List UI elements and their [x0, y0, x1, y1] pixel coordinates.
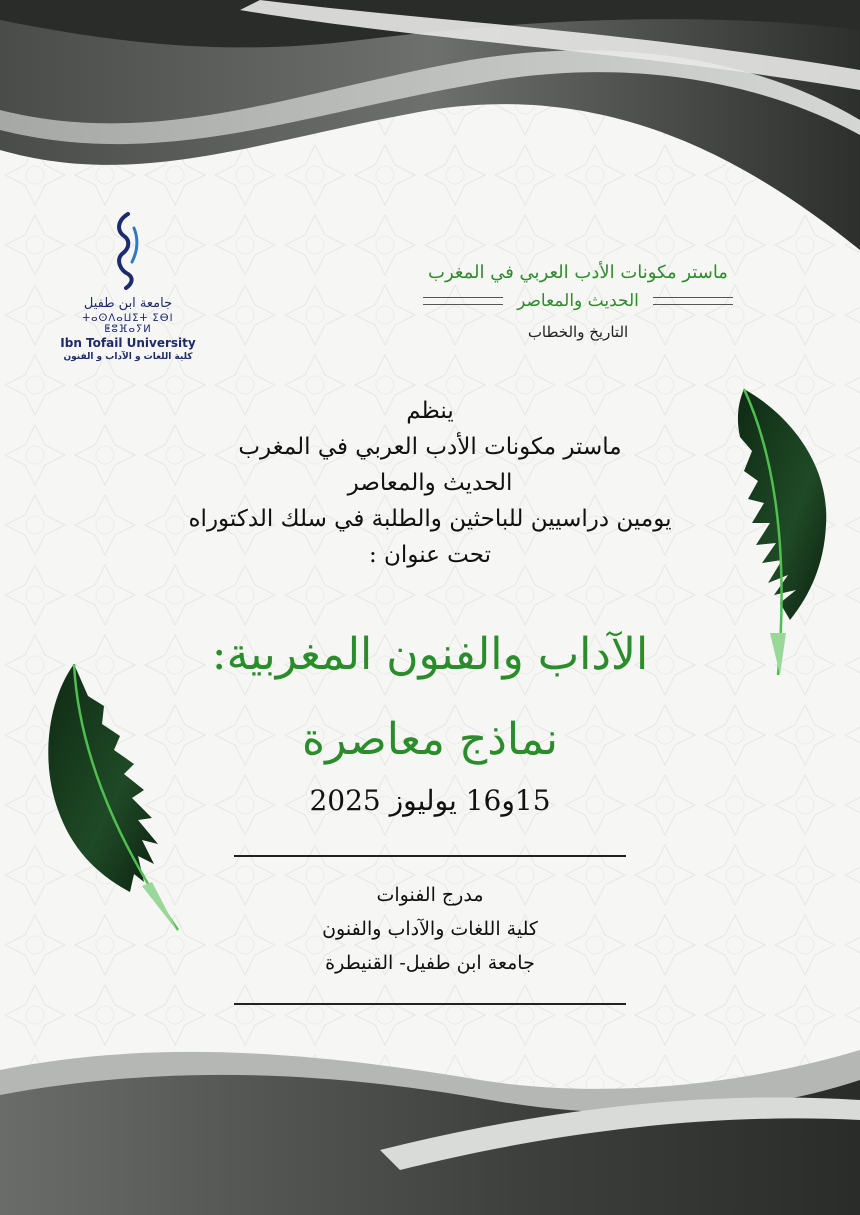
master-title: ماستر مكونات الأدب العربي في المغرب [428, 262, 728, 283]
master-track: التاريخ والخطاب [527, 323, 629, 341]
announcement-text [100, 393, 760, 573]
master-subtitle: الحديث والمعاصر [517, 291, 639, 311]
event-title-line1: الآداب والفنون المغربية: [211, 629, 649, 680]
organizer-modern: الحديث والمعاصر [347, 470, 513, 496]
venue-block [240, 878, 620, 980]
double-line-divider [423, 297, 503, 305]
logo-english-name: Ibn Tofail University [60, 336, 196, 350]
calligraphy-emblem-icon [108, 210, 148, 290]
bottom-wave-decoration [0, 1040, 860, 1215]
university-logo [58, 210, 198, 362]
logo-arabic-name: جامعة ابن طفيل [83, 296, 173, 311]
organizer-master: ماستر مكونات الأدب العربي في المغرب [238, 434, 622, 460]
logo-faculty-name: كلية اللغات و الآداب و الفنون [63, 352, 193, 362]
event-description: يومين دراسيين للباحثين والطلبة في سلك الدكتوراه [188, 506, 672, 532]
under-title-label: تحت عنوان : [368, 542, 492, 568]
divider-top [234, 855, 626, 857]
venue-university: جامعة ابن طفيل- القنيطرة [325, 952, 535, 974]
logo-tifinagh-name: ⵜⴰⵙⴷⴰⵡⵉⵜ ⵉⴱⵏ ⵟⵓⴼⴰⵢⵍ [82, 313, 174, 335]
venue-faculty: كلية اللغات والآداب والفنون [322, 918, 538, 940]
organizes-text: ينظم [406, 398, 454, 424]
feather-quill-icon [38, 660, 188, 940]
event-date: 15و16 يوليوز 2025 [309, 784, 551, 817]
event-title-line2: نماذج معاصرة [302, 714, 558, 765]
double-line-divider [653, 297, 733, 305]
divider-bottom [234, 1003, 626, 1005]
feather-quill-icon [730, 385, 840, 680]
venue-hall: مدرج الفنوات [376, 884, 484, 906]
master-subtitle-row [398, 291, 758, 311]
master-header [398, 262, 758, 341]
